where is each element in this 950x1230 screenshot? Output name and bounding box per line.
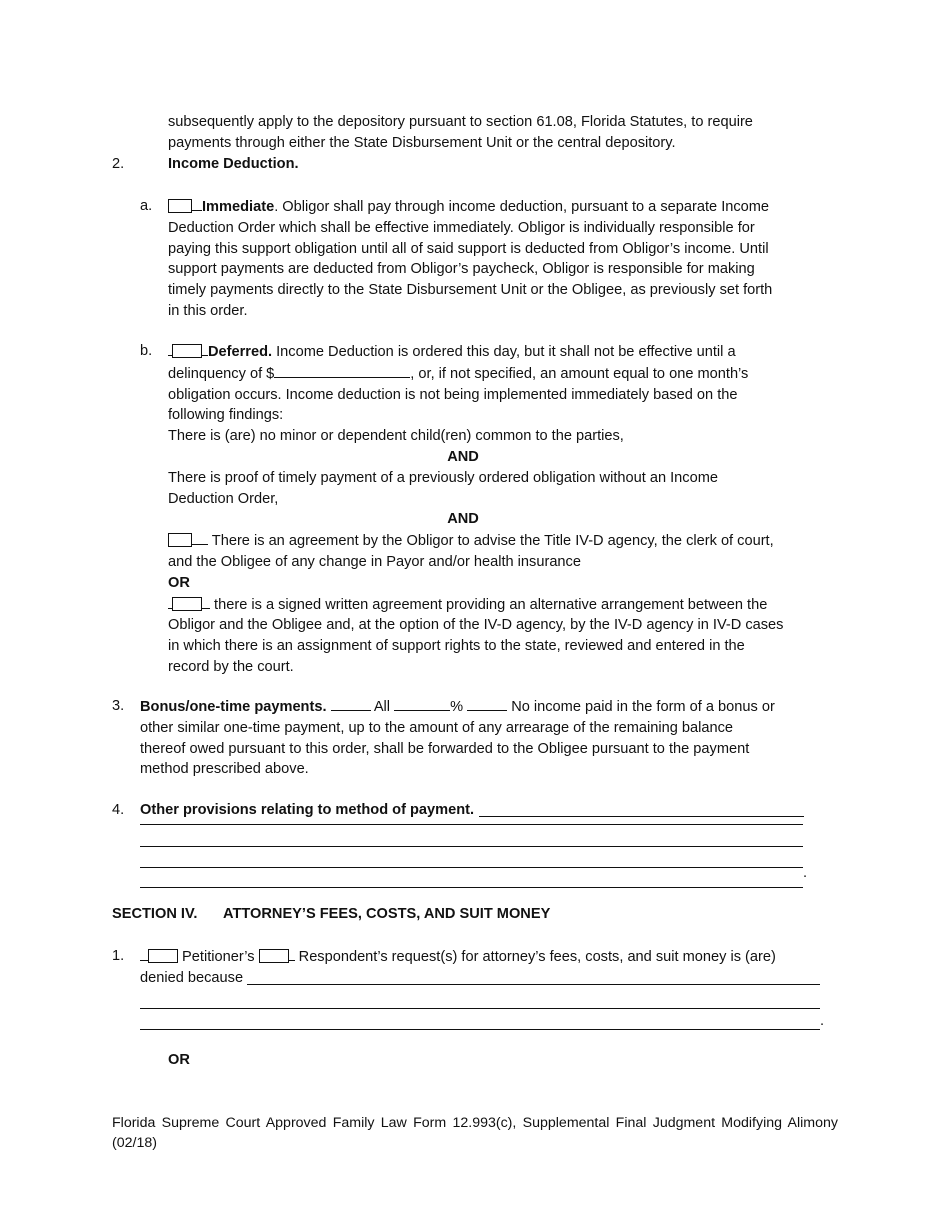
bonus-text: No income paid in the form of a bonus or — [507, 699, 775, 715]
denied-reason-field[interactable] — [247, 970, 820, 985]
section-iv-1-number: 1. — [112, 948, 125, 964]
agreement-cont: and the Obligee of any change in Payor and/or health insurance — [168, 553, 581, 570]
respondent-text: Respondent’s request(s) for attorney’s fees, costs, and suit money is (are) — [294, 949, 776, 965]
item-a-letter: a. — [140, 198, 153, 214]
section-2-heading: Income Deduction. — [168, 156, 299, 172]
bonus-no-income-blank[interactable] — [467, 696, 507, 711]
section-3-line: thereof owed pursuant to this order, shall be forwarded to the Obligee pursuant to the payment — [140, 740, 750, 757]
deferred-checkbox[interactable] — [172, 344, 202, 358]
item-a-line: timely payments directly to the State Disbursement Unit or the Obligee, as previously set forth — [168, 282, 773, 299]
bonus-all-blank[interactable] — [331, 696, 371, 711]
petitioner-label: Petitioner’s — [178, 949, 259, 965]
immediate-checkbox[interactable] — [168, 199, 192, 213]
finding-2-cont: Deduction Order, — [168, 490, 279, 507]
and-connector: AND — [447, 448, 479, 465]
bonus-percent-field[interactable] — [394, 696, 450, 711]
bonus-all-label: All — [370, 699, 395, 715]
written-agreement-line: Obligor and the Obligee and, at the option of the IV-D agency, by the IV-D agency in IV-D cases — [168, 617, 784, 634]
finding-1: There is (are) no minor or dependent child(ren) common to the parties, — [168, 428, 624, 445]
other-provisions-line[interactable] — [140, 846, 803, 848]
other-provisions-line[interactable] — [140, 887, 803, 889]
denied-reason-line[interactable] — [140, 1008, 820, 1010]
respondent-checkbox[interactable] — [259, 949, 289, 963]
item-a-line: in this order. — [168, 302, 248, 319]
finding-2: There is proof of timely payment of a previously ordered obligation without an Income — [168, 469, 718, 486]
written-agreement-text: there is a signed written agreement providing an alternative arrangement between the — [210, 596, 768, 613]
other-provisions-field[interactable] — [479, 802, 804, 817]
delinquency-text: , or, if not specified, an amount equal to one month’s — [410, 365, 749, 382]
section-3-paragraph — [140, 696, 840, 780]
denied-reason-line[interactable] — [140, 1029, 820, 1031]
footer-form-date: (02/18) — [112, 1135, 157, 1151]
other-provisions-line[interactable] — [140, 867, 803, 869]
item-a-line: support payments are deducted from Obligor’s paycheck, Obligor is responsible for making — [168, 261, 755, 278]
item-b-paragraph — [168, 341, 838, 678]
item-b-line: following findings: — [168, 407, 284, 424]
and-connector: AND — [447, 511, 479, 528]
immediate-label: Immediate — [202, 199, 275, 215]
written-agreement-line: in which there is an assignment of support rights to the state, reviewed and entered in the — [168, 638, 745, 655]
denied-reason-period: . — [820, 1013, 825, 1029]
item-a-line: paying this support obligation until all of said support is deducted from Obligor’s income. Until — [168, 240, 769, 257]
or-connector: OR — [168, 1052, 190, 1068]
intro-line: payments through either the State Disbursement Unit or the central depository. — [168, 134, 676, 151]
delinquency-label: delinquency of $ — [168, 365, 275, 382]
written-agreement-line: record by the court. — [168, 658, 294, 675]
bonus-heading: Bonus/one-time payments. — [140, 699, 327, 715]
section-4-number: 4. — [112, 802, 125, 818]
intro-paragraph — [168, 112, 753, 154]
immediate-text: . Obligor shall pay through income deduction, pursuant to a separate Income — [274, 199, 770, 215]
denied-because-label: denied because — [140, 969, 248, 986]
or-connector: OR — [168, 574, 190, 591]
deferred-text: Income Deduction is ordered this day, but it shall not be effective until a — [272, 344, 736, 360]
deferred-label: Deferred. — [208, 344, 273, 360]
item-b-letter: b. — [140, 343, 153, 359]
section-3-number: 3. — [112, 698, 125, 714]
section-iv-1-paragraph — [140, 946, 840, 989]
section-iv-title: ATTORNEY’S FEES, COSTS, AND SUIT MONEY — [223, 906, 551, 922]
agreement-text: There is an agreement by the Obligor to advise the Title IV-D agency, the clerk of court, — [208, 533, 774, 550]
other-provisions-period: . — [803, 865, 808, 881]
item-b-line: obligation occurs. Income deduction is not being implemented immediately based on the — [168, 386, 738, 403]
other-provisions-line[interactable] — [140, 824, 803, 826]
written-agreement-checkbox[interactable] — [172, 597, 202, 611]
item-a-paragraph — [168, 196, 838, 322]
agreement-checkbox[interactable] — [168, 533, 192, 547]
intro-line: subsequently apply to the depository pursuant to section 61.08, Florida Statutes, to require — [168, 114, 753, 130]
bonus-percent-label: % — [450, 699, 468, 715]
delinquency-amount-field[interactable] — [274, 363, 410, 378]
section-2-number: 2. — [112, 156, 125, 172]
section-iv-label: SECTION IV. — [112, 906, 198, 922]
section-4-paragraph — [140, 800, 804, 821]
footer-form-title: Florida Supreme Court Approved Family Law Form 12.993(c), Supplemental Final Judgment Modifying Alimony — [112, 1115, 838, 1131]
other-provisions-heading: Other provisions relating to method of payment. — [140, 802, 475, 818]
item-a-line: Deduction Order which shall be effective immediately. Obligor is individually responsible for — [168, 219, 755, 236]
section-3-line: method prescribed above. — [140, 761, 309, 778]
section-3-line: other similar one-time payment, up to the amount of any arrearage of the remaining balance — [140, 719, 733, 736]
petitioner-checkbox[interactable] — [148, 949, 178, 963]
